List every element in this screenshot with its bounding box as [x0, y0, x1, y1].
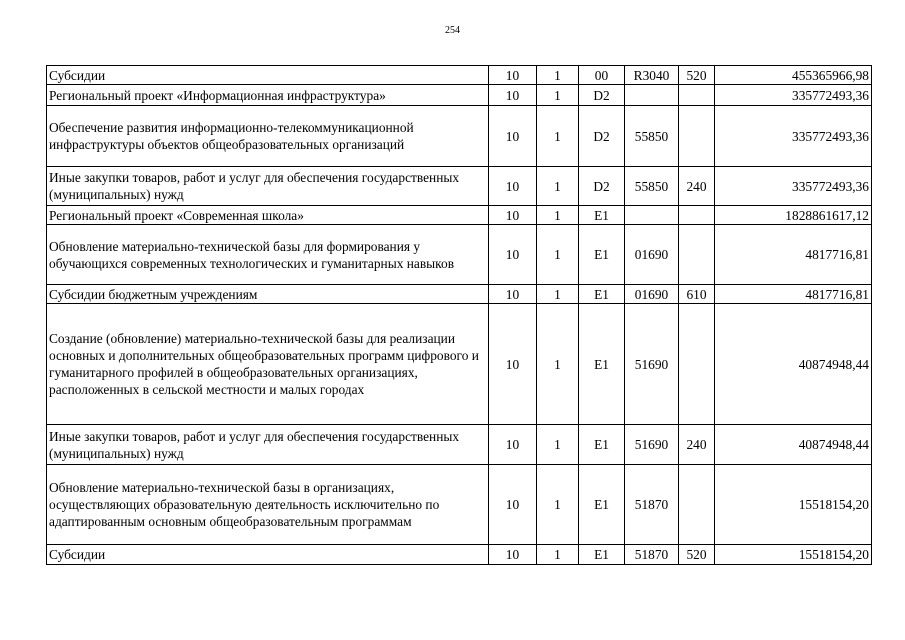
amount: 335772493,36 — [715, 85, 872, 106]
expense-type-code — [679, 304, 715, 425]
program-code: E1 — [579, 304, 625, 425]
section-code: 10 — [489, 66, 537, 85]
table-row — [47, 425, 872, 465]
amount: 40874948,44 — [715, 304, 872, 425]
table-row — [47, 167, 872, 206]
row-name: Обеспечение развития информационно-телекоммуникационной инфраструктуры объектов общеобразовательных организаций — [47, 106, 489, 167]
target-item-code: 01690 — [625, 285, 679, 304]
amount: 1828861617,12 — [715, 206, 872, 225]
section-code: 10 — [489, 85, 537, 106]
target-item-code: 51690 — [625, 425, 679, 465]
amount: 455365966,98 — [715, 66, 872, 85]
row-name: Региональный проект «Информационная инфраструктура» — [47, 85, 489, 106]
subsection-code: 1 — [537, 285, 579, 304]
program-code: 00 — [579, 66, 625, 85]
subsection-code: 1 — [537, 545, 579, 565]
subsection-code: 1 — [537, 66, 579, 85]
table-row — [47, 285, 872, 304]
amount: 15518154,20 — [715, 545, 872, 565]
row-name: Иные закупки товаров, работ и услуг для обеспечения государственных (муниципальных) нужд — [47, 167, 489, 206]
amount: 335772493,36 — [715, 167, 872, 206]
table-row — [47, 66, 872, 85]
subsection-code: 1 — [537, 225, 579, 285]
target-item-code: 55850 — [625, 106, 679, 167]
target-item-code — [625, 85, 679, 106]
amount: 4817716,81 — [715, 225, 872, 285]
target-item-code: R3040 — [625, 66, 679, 85]
expense-type-code — [679, 225, 715, 285]
table-row — [47, 85, 872, 106]
program-code: E1 — [579, 285, 625, 304]
subsection-code: 1 — [537, 304, 579, 425]
amount: 15518154,20 — [715, 465, 872, 545]
table-row — [47, 304, 872, 425]
expense-type-code — [679, 106, 715, 167]
row-name: Обновление материально-технической базы для формирования у обучающихся современных технологических и гуманитарных навыков — [47, 225, 489, 285]
section-code: 10 — [489, 225, 537, 285]
program-code: E1 — [579, 545, 625, 565]
subsection-code: 1 — [537, 425, 579, 465]
expense-type-code — [679, 465, 715, 545]
expense-type-code — [679, 85, 715, 106]
table-row — [47, 545, 872, 565]
program-code: E1 — [579, 206, 625, 225]
target-item-code: 55850 — [625, 167, 679, 206]
program-code: E1 — [579, 425, 625, 465]
section-code: 10 — [489, 465, 537, 545]
section-code: 10 — [489, 304, 537, 425]
row-name: Создание (обновление) материально-технической базы для реализации основных и дополнительных общеобразовательных программ цифрового и гуманитарного профилей в общеобразовательных организациях, расположенных в сельской местности и малых городах — [47, 304, 489, 425]
row-name: Субсидии бюджетным учреждениям — [47, 285, 489, 304]
row-name: Иные закупки товаров, работ и услуг для обеспечения государственных (муниципальных) нужд — [47, 425, 489, 465]
table-row — [47, 106, 872, 167]
target-item-code: 51870 — [625, 545, 679, 565]
subsection-code: 1 — [537, 106, 579, 167]
table-row — [47, 465, 872, 545]
program-code: E1 — [579, 225, 625, 285]
subsection-code: 1 — [537, 206, 579, 225]
section-code: 10 — [489, 206, 537, 225]
expense-type-code — [679, 206, 715, 225]
amount: 4817716,81 — [715, 285, 872, 304]
amount: 40874948,44 — [715, 425, 872, 465]
amount: 335772493,36 — [715, 106, 872, 167]
section-code: 10 — [489, 167, 537, 206]
section-code: 10 — [489, 285, 537, 304]
expense-type-code: 240 — [679, 425, 715, 465]
budget-table — [46, 65, 872, 565]
program-code: E1 — [579, 465, 625, 545]
table-row — [47, 225, 872, 285]
section-code: 10 — [489, 106, 537, 167]
table-row — [47, 206, 872, 225]
expense-type-code: 520 — [679, 66, 715, 85]
section-code: 10 — [489, 545, 537, 565]
target-item-code — [625, 206, 679, 225]
expense-type-code: 240 — [679, 167, 715, 206]
row-name: Субсидии — [47, 545, 489, 565]
subsection-code: 1 — [537, 167, 579, 206]
subsection-code: 1 — [537, 465, 579, 545]
target-item-code: 51870 — [625, 465, 679, 545]
page-number: 254 — [445, 25, 460, 36]
row-name: Обновление материально-технической базы в организациях, осуществляющих образовательную деятельность исключительно по адаптированным основным общеобразовательным программам — [47, 465, 489, 545]
expense-type-code: 520 — [679, 545, 715, 565]
expense-type-code: 610 — [679, 285, 715, 304]
row-name: Региональный проект «Современная школа» — [47, 206, 489, 225]
target-item-code: 01690 — [625, 225, 679, 285]
program-code: D2 — [579, 85, 625, 106]
target-item-code: 51690 — [625, 304, 679, 425]
section-code: 10 — [489, 425, 537, 465]
subsection-code: 1 — [537, 85, 579, 106]
row-name: Субсидии — [47, 66, 489, 85]
program-code: D2 — [579, 167, 625, 206]
program-code: D2 — [579, 106, 625, 167]
